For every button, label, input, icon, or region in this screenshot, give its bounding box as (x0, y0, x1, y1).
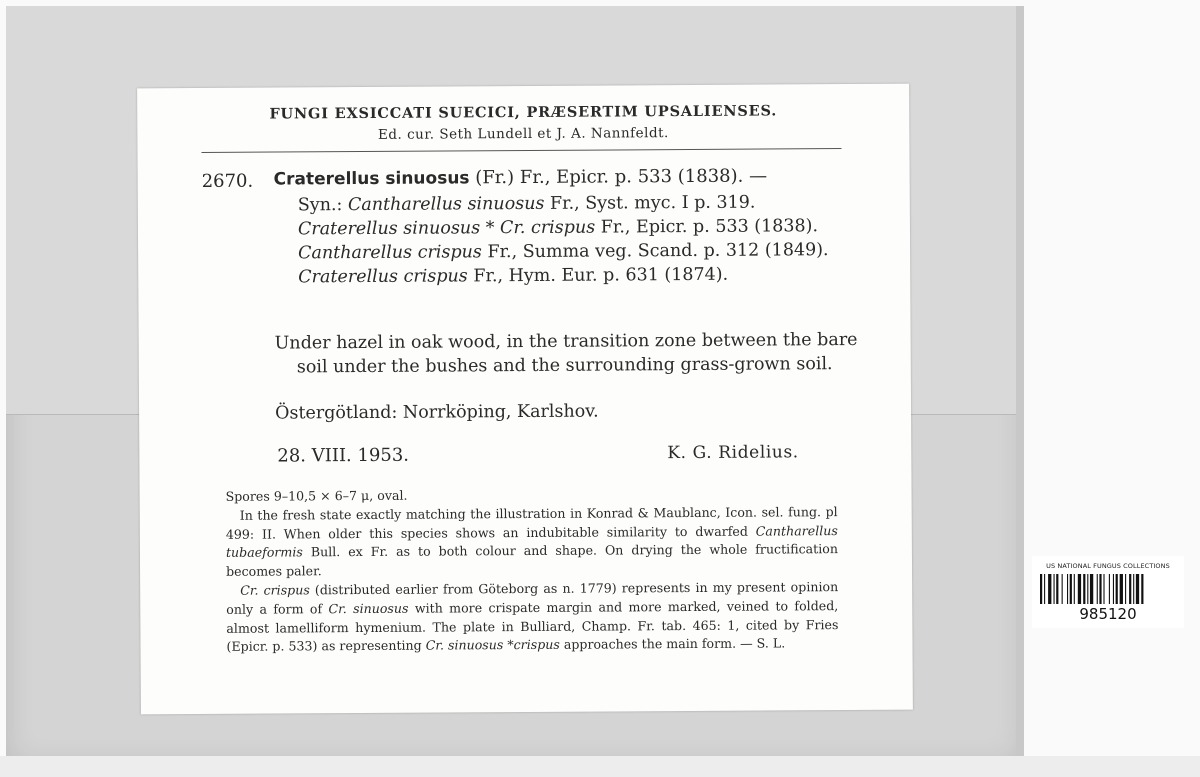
background-strip (0, 756, 1200, 777)
synonym-name: Cantharellus sinuosus (347, 193, 545, 216)
barcode-bar (1097, 574, 1098, 604)
synonym-reference: Fr., Epicr. p. 533 (1838). (595, 216, 819, 238)
barcode-bar (1103, 574, 1104, 604)
barcode-institution: US NATIONAL FUNGUS COLLECTIONS (1046, 562, 1170, 570)
note-text: with more crispate margin and more marked, veined to folded, almost lamelliform hymenium. The plate in Bulliard, Champ. Fr. tab. 465: 1, cited by Fries (Epicr. p. 533) as representing (226, 597, 839, 655)
barcode-bar (1040, 574, 1042, 604)
note-text: In the fresh state exactly matching the illustration in Konrad & Maublanc, Icon. sel. fung. pl 499: II. When older this species shows an indubitable similarity to dwarfed (225, 503, 838, 542)
species-name: Craterellus sinuosus (273, 168, 470, 190)
barcode-bar (1054, 574, 1055, 604)
barcode-label (1032, 556, 1184, 628)
synonym-name: Craterellus sinuosus * Cr. crispus (297, 217, 596, 240)
barcode-bar (1099, 574, 1101, 604)
note-text: Spores 9–10,5 × 6–7 μ, oval. (225, 487, 408, 504)
note-text: Bull. ex Fr. as to both colour and shape. On drying the whole fructification becomes paler. (226, 541, 838, 580)
notes-block (226, 484, 839, 657)
specimen-label (137, 84, 913, 715)
barcode-bar (1133, 574, 1134, 604)
locality-text: Östergötland: Norrköping, Karlshov. (275, 401, 599, 424)
note-taxon: Cr. sinuosus *crispus (425, 637, 560, 653)
barcode-bar (1048, 574, 1051, 604)
barcode-bar (1113, 574, 1114, 604)
note-taxon: Cr. sinuosus (328, 600, 409, 616)
species-authority: (Fr.) Fr., Epicr. p. 533 (1838). — (475, 165, 768, 189)
collection-date: 28. VIII. 1953. (277, 444, 410, 467)
barcode-bar (1056, 574, 1058, 604)
barcode-bar (1087, 574, 1088, 604)
habitat-text: Under hazel in oak wood, in the transition zone between the bare soil under the bushes and the surrounding grass-grown soil. (274, 329, 858, 378)
exsiccata-number: 2670. (201, 170, 254, 192)
barcode-bar (1070, 574, 1072, 604)
note-text: approaches the main form. — S. L. (559, 635, 786, 653)
folder-edge (1016, 6, 1024, 766)
label-header-editors: Ed. cur. Seth Lundell et J. A. Nannfeldt. (377, 125, 669, 143)
barcode-bar (1116, 574, 1118, 604)
synonym-name: Cantharellus crispus (298, 242, 482, 264)
synonym-entry (298, 265, 728, 288)
note-taxon: Cr. crispus (240, 582, 310, 598)
note-paragraph (226, 578, 838, 657)
barcode-bars (1040, 574, 1176, 604)
barcode-bar (1120, 574, 1123, 604)
barcode-bar (1083, 574, 1085, 604)
barcode-bar (1136, 574, 1139, 604)
note-paragraph (226, 503, 838, 582)
barcode-bar (1078, 574, 1081, 604)
synonym-entry (298, 240, 829, 263)
barcode-bar (1074, 574, 1075, 604)
synonym-reference: Fr., Syst. myc. I p. 319. (544, 192, 756, 214)
synonyms-block (298, 190, 839, 289)
header-divider (201, 148, 841, 153)
note-text: (distributed earlier from Göteborg as n. 1779) represents in my present opinion only a form of (226, 579, 839, 617)
synonym-entry (298, 216, 818, 239)
synonym-reference: Fr., Hym. Eur. p. 631 (1874). (467, 264, 729, 287)
synonym-entry (298, 193, 756, 216)
barcode-bar (1044, 574, 1045, 604)
barcode-bar (1090, 574, 1093, 604)
collector-name: K. G. Ridelius. (667, 442, 799, 464)
label-header-title: FUNGI EXSICCATI SUECICI, PRÆSERTIM UPSALIENSES. (269, 102, 778, 123)
note-taxon: Cantharellus tubaeformis (225, 522, 838, 561)
barcode-bar (1141, 574, 1143, 604)
barcode-bar (1062, 574, 1063, 604)
barcode-bar (1067, 574, 1068, 604)
barcode-bar (1109, 574, 1110, 604)
barcode-bar (1129, 574, 1131, 604)
species-line (274, 164, 844, 192)
barcode-number: 985120 (1079, 605, 1137, 623)
synonym-prefix: Syn.: (297, 195, 349, 216)
synonym-reference: Fr., Summa veg. Scand. p. 312 (1849). (481, 240, 829, 263)
barcode-bar (1125, 574, 1126, 604)
synonym-name: Craterellus crispus (298, 266, 468, 288)
